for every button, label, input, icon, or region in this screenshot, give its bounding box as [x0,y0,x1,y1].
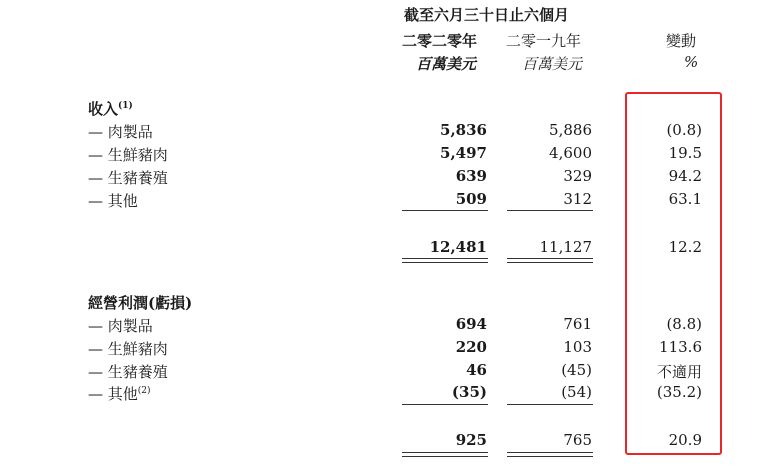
total-double-rule-2020 [402,452,488,457]
col-2019-header: 二零一九年 [506,32,582,50]
revenue-title-text: 收入 [88,100,119,118]
profit-title: 經營利潤(虧損) [88,294,193,312]
row-label: — 肉製品 [88,317,153,335]
total-2020: 12,481 [429,238,487,256]
row-note: (2) [137,386,151,396]
value-2020: 5,497 [440,144,487,162]
col-2020-header: 二零二零年 [402,32,478,50]
subtotal-rule-2020 [402,404,488,405]
value-change: 19.5 [668,144,702,162]
value-change: (0.8) [666,121,702,139]
total-2019: 765 [563,431,592,449]
change-column-highlight-box [625,92,722,455]
value-change: (8.8) [666,315,702,333]
value-2020: 694 [455,315,487,333]
value-change: 113.6 [659,338,702,356]
subtotal-rule-2020 [402,210,488,211]
value-change: 不適用 [656,363,702,381]
row-label: — 生鮮豬肉 [88,340,168,358]
row-label: — 生豬養殖 [88,363,168,381]
value-2020: 5,836 [440,121,487,139]
row-label: — 肉製品 [88,123,153,141]
value-2019: 761 [563,315,592,333]
value-2019: 103 [563,338,592,356]
unit-2019: 百萬美元 [522,55,583,73]
row-label [88,383,151,404]
row-label: — 生豬養殖 [88,169,168,187]
subtotal-rule-2019 [507,404,593,405]
value-2019: 329 [563,167,592,185]
total-double-rule-2019 [507,452,593,457]
total-change: 20.9 [668,431,702,449]
unit-change: % [684,53,699,71]
total-2020: 925 [455,431,487,449]
total-double-rule-2019 [507,258,593,263]
row-label-text: — 其他 [88,385,138,403]
value-2020: 509 [455,190,487,208]
value-2020: (35) [451,383,487,401]
value-change: 63.1 [668,190,702,208]
total-double-rule-2020 [402,258,488,263]
value-2020: 220 [455,338,487,356]
total-2019: 11,127 [539,238,592,256]
period-header: 截至六月三十日止六個月 [404,6,570,24]
value-2019: 5,886 [549,121,592,139]
value-2019: (45) [561,361,592,379]
unit-2020: 百萬美元 [416,55,477,73]
value-2019: 4,600 [549,144,592,162]
value-2020: 639 [455,167,487,185]
total-change: 12.2 [668,238,702,256]
value-change: (35.2) [656,383,702,401]
row-label: — 其他 [88,192,138,210]
value-2020: 46 [466,361,487,379]
revenue-note: (1) [118,101,133,111]
value-2019: 312 [563,190,592,208]
revenue-title [88,98,133,119]
row-label: — 生鮮豬肉 [88,146,168,164]
subtotal-rule-2019 [507,210,593,211]
value-2019: (54) [561,383,592,401]
col-change-header: 變動 [666,32,697,50]
value-change: 94.2 [668,167,702,185]
